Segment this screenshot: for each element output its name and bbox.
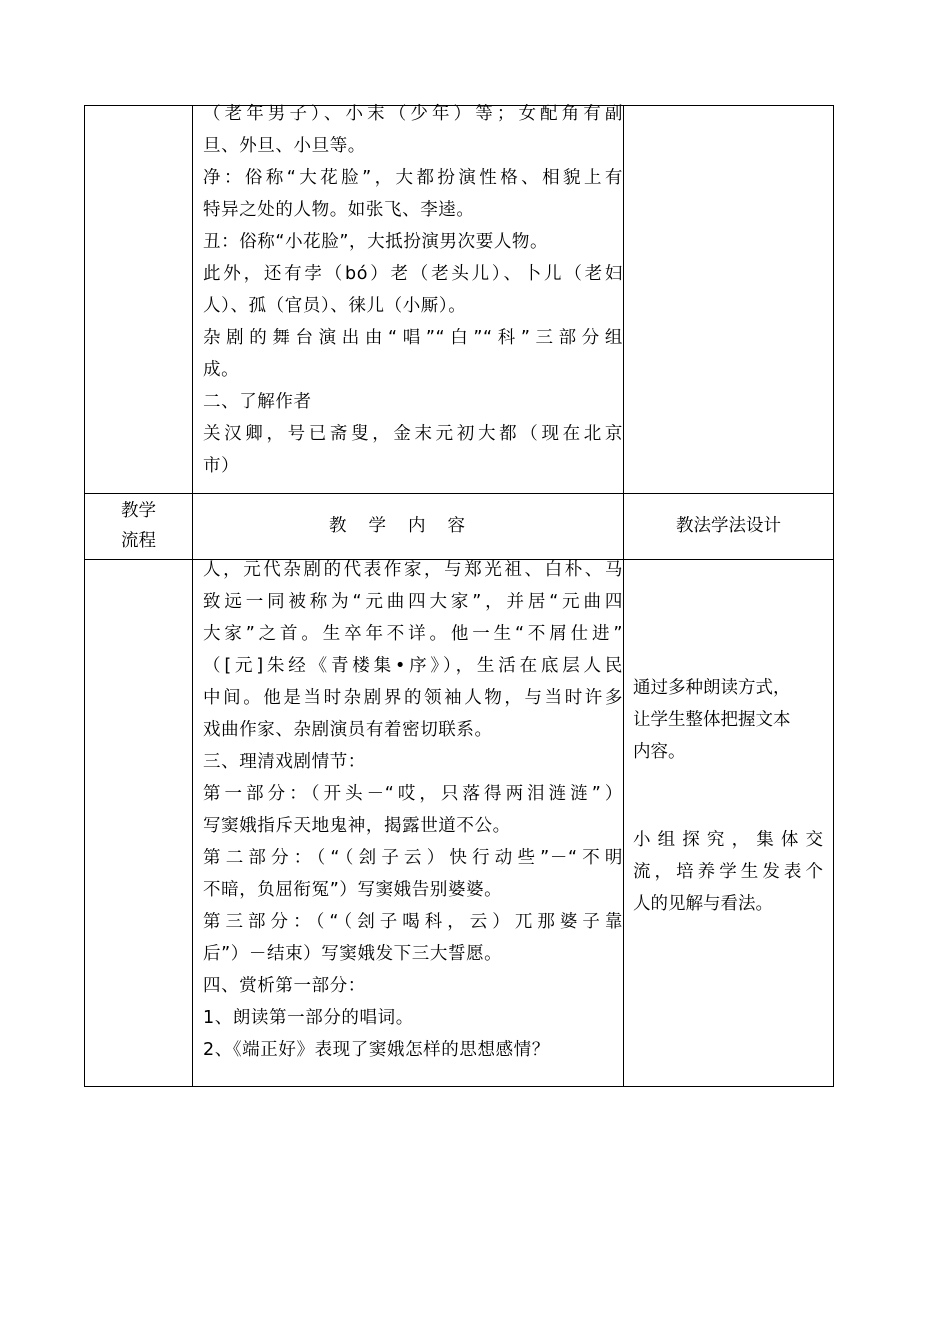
text-line: 成。 bbox=[203, 360, 240, 380]
text-line: 净：俗称“大花脸”，大都扮演性格、相貌上有 bbox=[203, 168, 623, 188]
text-line: 第二部分：（“（刽子云）快行动些”－“不明 bbox=[203, 848, 623, 868]
text-line: 致远一同被称为“元曲四大家”，并居“元曲四 bbox=[203, 592, 623, 612]
text-line: 第一部分：（开头－“哎，只落得两泪涟涟”） bbox=[203, 784, 623, 804]
header-row bbox=[85, 494, 834, 559]
method-notes-1 bbox=[633, 672, 823, 768]
header-method: 教法学法设计 bbox=[676, 516, 781, 536]
text-line: （[元]朱经《青楼集•序》），生活在底层人民 bbox=[203, 656, 623, 676]
method-notes-2 bbox=[633, 824, 823, 920]
lesson-table bbox=[84, 105, 834, 1087]
col-divider-2 bbox=[623, 106, 624, 1087]
text-line: 后”）－结束）写窦娥发下三大誓愿。 bbox=[203, 944, 503, 964]
note-line: 流，培养学生发表个 bbox=[633, 862, 823, 882]
text-line: 此外，还有孛（bó）老（老头儿）、卜儿（老妇 bbox=[203, 264, 623, 284]
text-line: 三、理清戏剧情节： bbox=[203, 752, 366, 772]
text-line: 人，元代杂剧的代表作家，与郑光祖、白朴、马 bbox=[203, 560, 623, 580]
note-line: 人的见解与看法。 bbox=[633, 894, 773, 914]
table-right-border bbox=[833, 106, 834, 1087]
header-process-line2: 流程 bbox=[121, 531, 156, 551]
note-line: 让学生整体把握文本 bbox=[633, 710, 791, 730]
table-bottom-border bbox=[85, 1086, 834, 1087]
text-line: 戏曲作家、杂剧演员有着密切联系。 bbox=[203, 720, 493, 740]
header-process bbox=[85, 496, 192, 556]
note-line: 内容。 bbox=[633, 742, 686, 762]
header-process-line1: 教学 bbox=[121, 501, 156, 521]
text-line: 二、了解作者 bbox=[203, 392, 312, 412]
text-line: 大家”之首。生卒年不详。他一生“不屑仕进” bbox=[203, 624, 623, 644]
col-divider-1 bbox=[192, 106, 193, 1087]
content-section-2 bbox=[203, 554, 623, 1066]
text-line: 1、朗读第一部分的唱词。 bbox=[203, 1008, 414, 1028]
header-content: 教学内容 bbox=[329, 516, 487, 536]
text-line: 不暗，负屈衔冤”）写窦娥告别婆婆。 bbox=[203, 880, 503, 900]
content-section-1 bbox=[203, 98, 623, 482]
text-line: 关汉卿，号已斋叟，金末元初大都（现在北京 bbox=[203, 424, 623, 444]
text-line: 特异之处的人物。如张飞、李逵。 bbox=[203, 200, 475, 220]
text-line: 杂剧的舞台演出由“唱”“白”“科”三部分组 bbox=[203, 328, 623, 348]
text-line: 第三部分：（“（刽子喝科，云）兀那婆子靠 bbox=[203, 912, 623, 932]
text-line: 市） bbox=[203, 456, 240, 476]
text-line: （老年男子）、小末（少年）等；女配角有副 bbox=[203, 104, 623, 124]
text-line: 丑：俗称“小花脸”，大抵扮演男次要人物。 bbox=[203, 232, 549, 252]
text-line: 写窦娥指斥天地鬼神，揭露世道不公。 bbox=[203, 816, 511, 836]
text-line: 人）、孤（官员）、徕儿（小厮）。 bbox=[203, 296, 467, 316]
text-line: 旦、外旦、小旦等。 bbox=[203, 136, 366, 156]
note-line: 通过多种朗读方式， bbox=[633, 678, 791, 698]
text-line: 2、《端正好》表现了窦娥怎样的思想感情？ bbox=[203, 1040, 550, 1060]
text-line: 四、赏析第一部分： bbox=[203, 976, 366, 996]
note-line: 小组探究，集体交 bbox=[633, 830, 823, 850]
text-line: 中间。他是当时杂剧界的领袖人物，与当时许多 bbox=[203, 688, 623, 708]
